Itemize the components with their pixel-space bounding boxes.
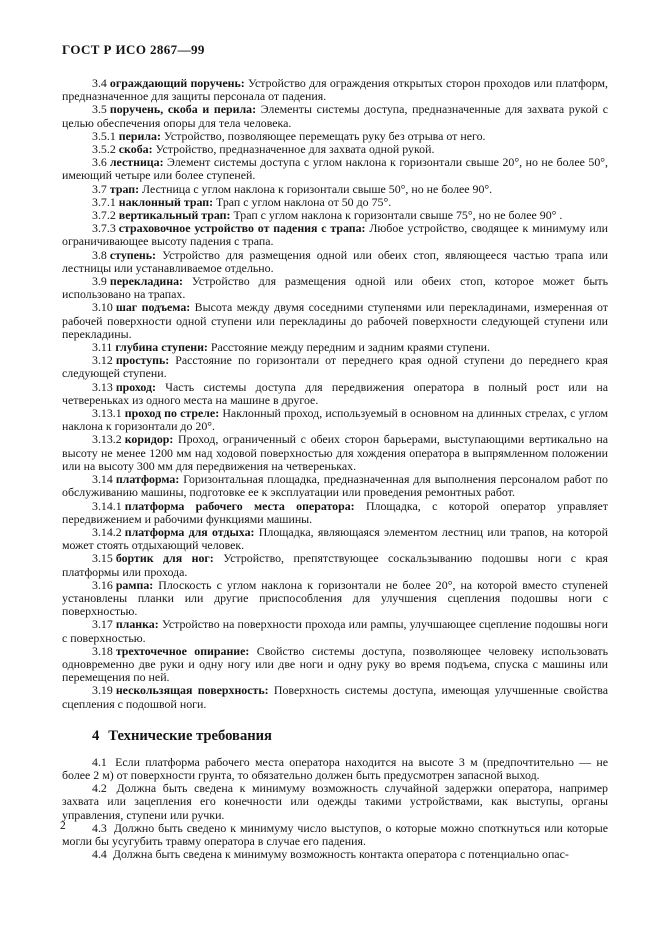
term-name: перекладина: <box>109 274 183 289</box>
term-name: бортик для ног: <box>115 551 214 566</box>
term-name: трап: <box>109 181 140 196</box>
requirement-paragraph <box>62 822 608 848</box>
requirement-number: 4.3 <box>92 820 107 835</box>
term-name: проступь: <box>115 353 170 368</box>
term-number: 3.11 <box>92 340 113 355</box>
requirement-number: 4.2 <box>92 781 107 796</box>
term-paragraph <box>62 77 608 103</box>
term-paragraph <box>62 103 608 129</box>
term-definition: Элемент системы доступа с углом наклона к горизонтали свыше 20°, но не более 50°, имеющий четыре или более ступеней. <box>62 155 608 183</box>
term-name: проход по стреле: <box>124 406 220 421</box>
term-paragraph <box>62 156 608 182</box>
term-name: нескользящая поверхность: <box>115 683 269 698</box>
requirement-paragraph <box>62 756 608 782</box>
term-number: 3.13.1 <box>92 406 122 421</box>
term-name: поручень, скоба и перила: <box>109 102 257 117</box>
term-name: рампа: <box>115 577 154 592</box>
term-number: 3.5.2 <box>92 142 116 157</box>
term-definition: Трап с углом наклона от 50 до 75°. <box>213 194 392 209</box>
term-paragraph <box>62 684 608 710</box>
term-paragraph <box>62 526 608 552</box>
term-definition: Элементы системы доступа, предназначенные для захвата рукой с целью обеспечения опоры для тела человека. <box>62 102 608 130</box>
term-definition: Высота между двумя соседними ступенями или перекладинами, измеренная от рабочей поверхности одной ступени или перекладины до рабочей поверхности следующей ступени или перекладины. <box>62 300 608 341</box>
section-4-heading <box>62 728 608 745</box>
term-definition: Часть системы доступа для передвижения оператора в полный рост или на четвереньках из одного места на машине в другое. <box>62 379 608 407</box>
term-definition: Площадка, с которой оператор управляет передвижением и рабочими функциями машины. <box>62 498 608 526</box>
term-number: 3.10 <box>92 300 113 315</box>
term-name: коридор: <box>124 432 174 447</box>
requirement-text: Должно быть сведено к минимуму число выступов, о которые можно споткнуться или которые могли бы усугубить травму оператора в случае его падения. <box>62 820 608 848</box>
section-heading-title: Технические требования <box>108 727 272 744</box>
requirement-text: Должна быть сведена к минимуму возможность контакта оператора с потенциально опас- <box>109 847 569 862</box>
requirement-text: Должна быть сведена к минимуму возможность случайной задержки оператора, например захвата или зацепления его конечности или одежды такими устройствами, как выступы, органы управления, ступени или ручки. <box>62 781 608 822</box>
term-name: наклонный трап: <box>118 194 214 209</box>
term-name: платформа для отдыха: <box>124 524 255 539</box>
term-paragraph <box>62 618 608 644</box>
term-paragraph <box>62 579 608 619</box>
term-number: 3.14.2 <box>92 524 122 539</box>
page-content <box>62 42 608 861</box>
term-definition: Площадка, являющаяся элементом лестниц или трапов, на которой может стоять отдыхающий человек. <box>62 524 608 553</box>
term-definition: Лестница с углом наклона к горизонтали свыше 50°, но не более 90°. <box>139 181 493 196</box>
term-paragraph <box>62 249 608 275</box>
term-definition: Устройство для размещения одной или обеих стоп, являющееся частью трапа или лестницы или устанавливаемое отдельно. <box>62 247 608 275</box>
term-number: 3.7.3 <box>92 221 116 236</box>
term-paragraph <box>62 645 608 685</box>
term-definition: Свойство системы доступа, позволяющее человеку использовать одновременно две руки и одну ногу или две ноги и одну руку во время подъема, спуска с машины или перемещения по ней. <box>62 643 608 685</box>
terms-definitions-list <box>62 77 608 711</box>
term-paragraph <box>62 433 608 473</box>
term-name: платформа рабочего места оператора: <box>124 498 355 513</box>
term-paragraph <box>62 381 608 407</box>
term-number: 3.7.1 <box>92 194 116 209</box>
term-paragraph <box>62 222 608 248</box>
term-number: 3.13 <box>92 379 113 394</box>
term-definition: Трап с углом наклона к горизонтали свыше 75°, но не более 90° . <box>230 208 563 223</box>
section-heading-number: 4 <box>92 727 100 744</box>
term-number: 3.5.1 <box>92 128 116 143</box>
term-definition: Устройство, позволяющее перемещать руку без отрыва от него. <box>160 128 486 143</box>
term-number: 3.14 <box>92 472 113 487</box>
term-paragraph <box>62 473 608 499</box>
term-number: 3.16 <box>92 577 113 592</box>
term-name: проход: <box>115 379 156 394</box>
term-paragraph <box>62 275 608 301</box>
term-number: 3.4 <box>92 76 107 90</box>
term-number: 3.9 <box>92 274 107 289</box>
term-number: 3.7 <box>92 181 107 196</box>
term-name: вертикальный трап: <box>118 208 231 223</box>
term-name: перила: <box>118 128 161 143</box>
term-number: 3.8 <box>92 247 107 262</box>
term-paragraph <box>62 500 608 526</box>
term-name: страховочное устройство от падения с трапа: <box>118 221 366 236</box>
term-name: платформа: <box>115 472 180 487</box>
term-number: 3.12 <box>92 353 113 368</box>
requirements-list <box>62 756 608 862</box>
term-name: ступень: <box>109 247 157 262</box>
term-number: 3.19 <box>92 683 113 698</box>
term-name: шаг подъема: <box>115 300 191 315</box>
term-definition: Проход, ограниченный с обеих сторон барьерами, выступающими вертикально на высоту не менее 1200 мм над ходовой поверхностью для хождения оператора в выпрямленном положении или на высоту 300 мм для передвижения на четвереньках. <box>62 432 608 473</box>
requirement-number: 4.1 <box>92 754 107 769</box>
term-definition: Наклонный проход, используемый в основном на длинных стрелах, с углом наклона к горизонтали до 20°. <box>62 406 608 434</box>
term-paragraph <box>62 354 608 380</box>
term-number: 3.14.1 <box>92 498 122 513</box>
term-number: 3.13.2 <box>92 432 122 447</box>
term-definition: Поверхность системы доступа, имеющая улучшенные свойства сцепления с подошвой ноги. <box>62 683 608 711</box>
requirement-number: 4.4 <box>92 847 107 862</box>
term-definition: Расстояние между передним и задним краями ступени. <box>207 340 491 355</box>
term-name: лестница: <box>109 155 164 170</box>
term-definition: Устройство на поверхности прохода или рампы, улучшающее сцепление подошвы ноги с поверхностью. <box>62 617 608 645</box>
running-header: ГОСТ Р ИСО 2867—99 <box>62 42 205 57</box>
term-paragraph <box>62 552 608 578</box>
term-name: планка: <box>115 617 159 632</box>
term-number: 3.6 <box>92 155 107 170</box>
term-definition: Горизонтальная площадка, предназначенная для выполнения персоналом работ по обслуживанию машины, подготовке ее к эксплуатации или проведения ремонтных работ. <box>62 472 608 500</box>
term-definition: Расстояние по горизонтали от переднего края одной ступени до переднего края следующей ступени. <box>62 353 608 381</box>
term-paragraph <box>62 301 608 341</box>
term-number: 3.18 <box>92 643 113 658</box>
term-number: 3.15 <box>92 551 113 566</box>
term-definition: Устройство для ограждения открытых сторон проходов или платформ, предназначенное для защиты персонала от падения. <box>62 76 608 104</box>
requirement-paragraph <box>62 782 608 822</box>
term-definition: Плоскость с углом наклона к горизонтали не более 20°, на которой вместо ступеней установлены планки или другие приспособления для улучшения сцепления подошвы ноги с поверхностью. <box>62 577 608 619</box>
term-paragraph <box>62 407 608 433</box>
term-name: трехточечное опирание: <box>115 643 250 658</box>
term-number: 3.5 <box>92 102 107 117</box>
requirement-paragraph <box>62 848 608 861</box>
term-name: глубина ступени: <box>115 340 208 355</box>
page-number: 2 <box>60 820 66 832</box>
requirement-text: Если платформа рабочего места оператора находится на высоте 3 м (предпочтительно — не более 2 м) от поверхности грунта, то обязательно должен быть предусмотрен запасной выход. <box>62 754 608 782</box>
term-definition: Устройство, предназначенное для захвата одной рукой. <box>152 142 435 157</box>
term-name: скоба: <box>118 142 153 157</box>
term-definition: Устройство для размещения одной или обеих стоп, которое может быть использовано на трапах. <box>62 274 608 302</box>
term-number: 3.17 <box>92 617 113 632</box>
term-number: 3.7.2 <box>92 208 116 223</box>
term-name: ограждающий поручень: <box>109 76 245 90</box>
term-definition: Любое устройство, сводящее к минимуму или ограничивающее высоту падения с трапа. <box>62 221 608 249</box>
term-definition: Устройство, препятствующее соскальзыванию подошвы ноги с края платформы или прохода. <box>62 551 608 579</box>
